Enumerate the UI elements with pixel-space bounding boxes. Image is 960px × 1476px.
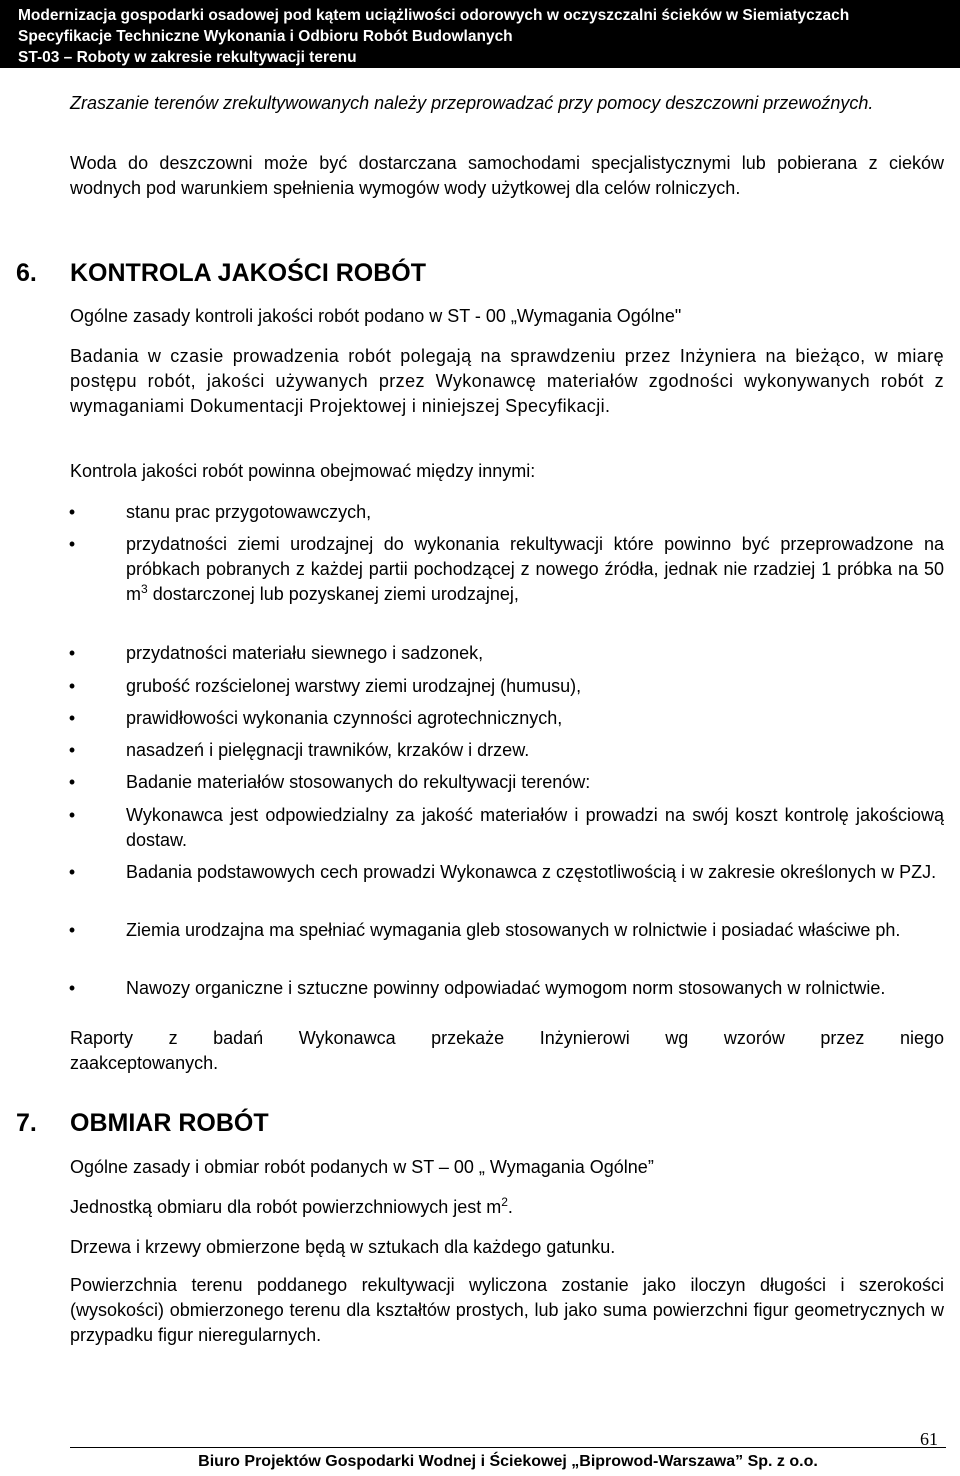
section-7-paragraph-4: Powierzchnia terenu poddanego rekultywacji wyliczona zostanie jako iloczyn długości i szerokości (wysokości) obmierzonego terenu dla kształtów prostych, lub jako suma powierzchni figur geometrycznych w przypadku figur nieregularnych. bbox=[70, 1275, 944, 1345]
section-7-title: OBMIAR ROBÓT bbox=[70, 1109, 269, 1137]
header-project-title: Modernizacja gospodarki osadowej pod kątem uciążliwości odorowych w oczyszczalni ścieków w Siemiatyczach bbox=[18, 7, 850, 24]
bullet-icon: • bbox=[68, 676, 76, 696]
header-section-title: ST-03 – Roboty w zakresie rekultywacji terenu bbox=[18, 49, 357, 66]
section-6-paragraph-3: Kontrola jakości robót powinna obejmować między innymi: bbox=[70, 461, 536, 481]
bullet-icon: • bbox=[68, 862, 76, 882]
section-7-paragraph-3: Drzewa i krzewy obmierzone będą w sztukach dla każdego gatunku. bbox=[70, 1237, 616, 1257]
section-7-paragraph-1: Ogólne zasady i obmiar robót podanych w ST – 00 „ Wymagania Ogólne” bbox=[70, 1157, 654, 1177]
bullet-icon: • bbox=[68, 920, 76, 940]
section-6-number: 6. bbox=[16, 259, 37, 287]
section-7-number: 7. bbox=[16, 1109, 37, 1137]
footer-divider bbox=[70, 1447, 946, 1448]
bullet-icon: • bbox=[68, 978, 76, 998]
intro-paragraph-2: Woda do deszczowni może być dostarczana samochodami specjalistycznymi lub pobierana z cieków wodnych pod warunkiem spełnienia wymogów wody użytkowej dla celów rolniczych. bbox=[70, 153, 944, 198]
section-6-heading bbox=[16, 258, 426, 288]
intro-paragraph-1: Zraszanie terenów zrekultywowanych należy przeprowadzać przy pomocy deszczowni przewoźnych. bbox=[70, 93, 874, 113]
bullet-icon: • bbox=[68, 708, 76, 728]
section-6-paragraph-2: Badania w czasie prowadzenia robót polegają na sprawdzeniu przez Inżyniera na bieżąco, w miarę postępu robót, jakości używanych przez Wykonawcę materiałów zgodności wykonywanych robót z wymaganiami Dokumentacji Projektowej i niniejszej Specyfikacji. bbox=[70, 346, 944, 416]
section-7-heading bbox=[16, 1108, 269, 1138]
bullet-icon: • bbox=[68, 502, 76, 522]
document-header bbox=[0, 0, 960, 68]
section-6-paragraph-1: Ogólne zasady kontroli jakości robót podano w ST - 00 „Wymagania Ogólne" bbox=[70, 306, 682, 326]
section-7-paragraph-2: Jednostką obmiaru dla robót powierzchniowych jest $m^2$. bbox=[70, 1195, 513, 1217]
bullet-icon: • bbox=[68, 772, 76, 792]
page-number: 61 bbox=[920, 1429, 938, 1449]
footer-text: Biuro Projektów Gospodarki Wodnej i Ściekowej „Biprowod-Warszawa” Sp. z o.o. bbox=[198, 1453, 818, 1470]
bullet-icon: • bbox=[68, 534, 76, 554]
bullet-icon: • bbox=[68, 740, 76, 760]
section-6-paragraph-4: Raporty z badań Wykonawca przekaże Inżynierowi wg wzorów przez niego zaakceptowanych. bbox=[70, 1028, 944, 1073]
header-spec-title: Specyfikacje Techniczne Wykonania i Odbioru Robót Budowlanych bbox=[18, 28, 513, 45]
bullet-icon: • bbox=[68, 643, 76, 663]
bullet-icon: • bbox=[68, 805, 76, 825]
section-6-title: KONTROLA JAKOŚCI ROBÓT bbox=[70, 259, 427, 287]
